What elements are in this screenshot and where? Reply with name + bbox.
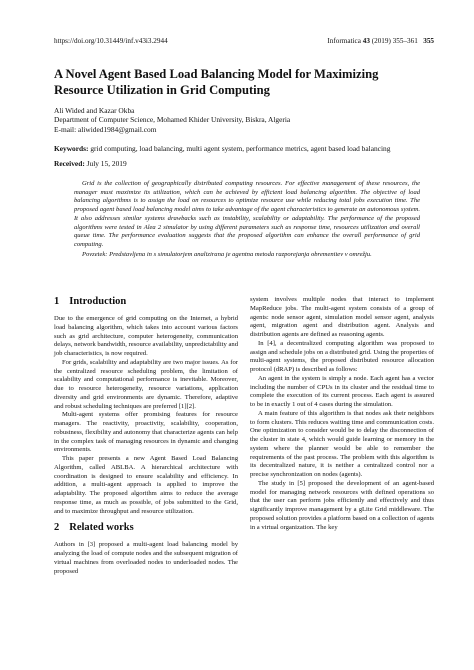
section-number: 1 <box>54 296 60 307</box>
title-line-2: Resource Utilization in Grid Computing <box>54 83 270 97</box>
paragraph: This paper presents a new Agent Based Load Balancing Algorithm, called ABLBA. A hierarchical architecture with coordination is designed to ensure scalability and efficiency. In addition, a multi-agent approach is applied to improve the adaptability. The proposed algorithm aims to reduce the average response time, as much as possible, of jobs submitted to the Grid, and to maximize throughput and resource utilization. <box>54 455 238 515</box>
paragraph: For grids, scalability and adaptability are two major issues. As for the centralized resource scheduling problem, the limitation of scalability and computational performance is inevitable. Moreover, due to resource heterogeneity, resource variations, application diversity and grid environments are dynamic. Therefore, adaptive and robust scheduling techniques are preferred [1][2]. <box>54 358 238 410</box>
author-block <box>54 106 434 134</box>
body-columns <box>54 296 434 576</box>
section-heading-introduction <box>54 296 238 308</box>
doi-link[interactable]: https://doi.org/10.31449/inf.v43i3.2944 <box>54 37 168 45</box>
page-number: 355 <box>423 37 434 45</box>
journal-name: Informatica <box>327 37 361 45</box>
author-email[interactable]: E-mail: aliwided1984@gmail.com <box>54 124 157 134</box>
affiliation: Department of Computer Science, Mohamed Khider University, Biskra, Algeria <box>54 115 291 125</box>
section-title: Introduction <box>69 296 127 307</box>
paragraph: system involves multiple nodes that interact to implement MapReduce jobs. The multi-agent system consists of a group of agents: node sensor agent, simulation model sensor agent, analysis agent, migration agent and distribution agent. Analysis and distribution agents are defined as reasoning agents. <box>250 296 434 338</box>
paper-title <box>54 66 434 98</box>
keywords-label: Keywords: <box>54 144 89 153</box>
title-line-1: A Novel Agent Based Load Balancing Model for Maximizing <box>54 67 379 81</box>
paragraph: A main feature of this algorithm is that nodes ask their neighbors to form clusters. This reduces waiting time and communication costs. One optimization to consider would be to delay the disconnection of the cluster in state 4, which would guide learning or memory in the system where the planner would be able to remember the requirements of the past process. The problem with this algorithm is its decentralized nature, it is neither a centralized control nor a precise synchronization on nodes (agents). <box>250 409 434 478</box>
paragraph: The study in [5] proposed the development of an agent-based model for managing network resources with defined operations so that the user can perform jobs efficiently and effectively and thus significantly improve management by a gLite Grid middleware. The proposed solution provides a platform based on a collection of agents in a virtual organization. The key <box>250 479 434 531</box>
received-text: July 15, 2019 <box>86 159 127 168</box>
left-column <box>54 296 238 576</box>
povzetek-text: Povzetek: Predstavljena in s simulatorjem analizirana je agentna metoda razporejanja obremenitev v omrežju. <box>82 250 372 258</box>
paragraph: Authors in [3] proposed a multi-agent load balancing model by analyzing the load of compute nodes and the subsequent migration of virtual machines from overloaded nodes to underloaded nodes. The proposed <box>54 541 238 575</box>
section-title: Related works <box>69 522 134 534</box>
journal-volume: 43 <box>362 37 370 45</box>
journal-year-pages: (2019) 355–361 <box>371 37 418 45</box>
keywords <box>54 144 434 153</box>
received-label: Received: <box>54 159 85 168</box>
paragraph: An agent in the system is simply a node. Each agent has a vector including the number of CPUs in its cluster and the residual time to complete the execution of its current process. Each agent is assured to be in exactly 1 out of 4 cases during the simulation. <box>250 374 434 408</box>
journal-citation <box>327 37 434 45</box>
abstract <box>74 180 420 259</box>
paragraph: Due to the emergence of grid computing on the Internet, a hybrid load balancing algorithm, which takes into account various factors such as grid architecture, computer heterogeneity, communication delays, network bandwidth, resource availability, unpredictability and job characteristics, is now required. <box>54 315 238 357</box>
received-date <box>54 159 434 168</box>
paragraph: In [4], a decentralized computing algorithm was proposed to assign and schedule jobs on a distributed grid. Using the properties of multi-agent systems, the proposed distributed resource allocation protocol (dRAP) is described as follows: <box>250 339 434 373</box>
author-names: Ali Wided and Kazar Okba <box>54 106 135 115</box>
paragraph: Multi-agent systems offer promising features for resource managers. The reactivity, proactivity, scalability, cooperation, robustness, flexibility and autonomy that characterize agents can help in the complex task of managing resources in dynamic and changing environments. <box>54 411 238 454</box>
section-heading-related-works <box>54 522 238 534</box>
abstract-text: Grid is the collection of geographically distributed computing resources. For effective management of these resources, the manager must maximize its utilization, which can be achieved by efficient load balancing algorithm. The objective of load balancing algorithms is to assign the load on resources to optimize resource use while reducing total jobs execution time. The proposed agent based load balancing model aims to take advantage of the agent characteristics to generate an autonomous system. It also addresses similar systems drawbacks such as instability, scalability or adaptability. The performance of the proposed algorithms were tested in Alea 2 simulator by using different parameters such as response time, resources utilization and overall queue time. The performance evaluation suggests that the proposed algorithm can enhance the overall performance of grid computing. <box>74 180 420 248</box>
right-column <box>250 296 434 576</box>
keywords-text: grid computing, load balancing, multi agent system, performance metrics, agent based load balancing <box>90 144 391 153</box>
running-header <box>54 37 434 45</box>
section-number: 2 <box>54 522 60 534</box>
